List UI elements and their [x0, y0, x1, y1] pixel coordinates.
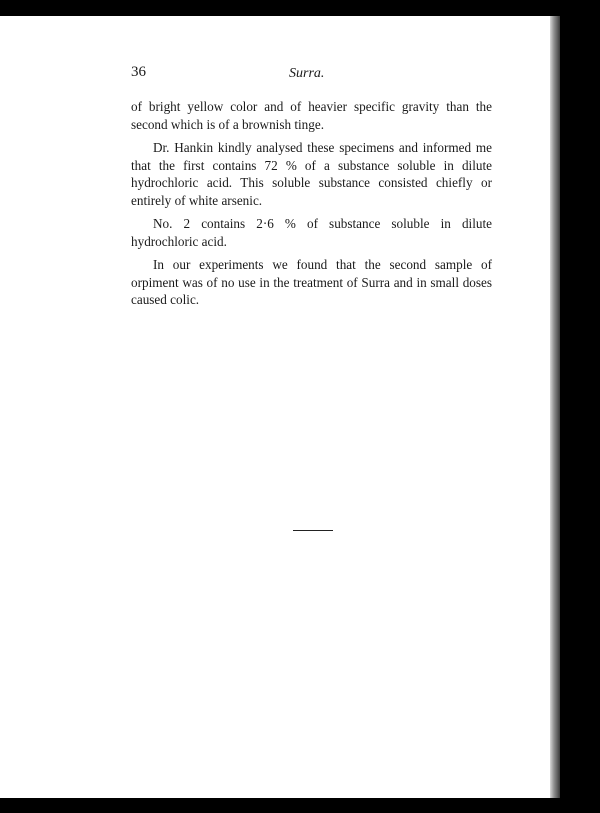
- running-head: [131, 64, 493, 86]
- page-number: 36: [131, 64, 146, 80]
- paragraph-hankin-analysis: Dr. Hankin kindly analysed these specimens and informed me that the first contains 72 % of a substance soluble in dilute hydrochloric acid. This soluble substance consisted chiefly or entirely of white arsenic.: [131, 140, 492, 208]
- book-page: [0, 16, 556, 798]
- paragraph-continuation: of bright yellow color and of heavier specific gravity than the second which is of a brownish tinge.: [131, 99, 492, 132]
- section-end-rule: [293, 530, 333, 531]
- page-edge-shadow: [550, 16, 560, 798]
- running-title: Surra.: [289, 66, 325, 81]
- paragraph-sample-two: No. 2 contains 2·6 % of substance soluble in dilute hydrochloric acid.: [131, 216, 492, 249]
- paragraph-experiments: In our experiments we found that the second sample of orpiment was of no use in the treatment of Surra and in small doses caused colic.: [131, 257, 492, 307]
- body-text: [131, 98, 492, 315]
